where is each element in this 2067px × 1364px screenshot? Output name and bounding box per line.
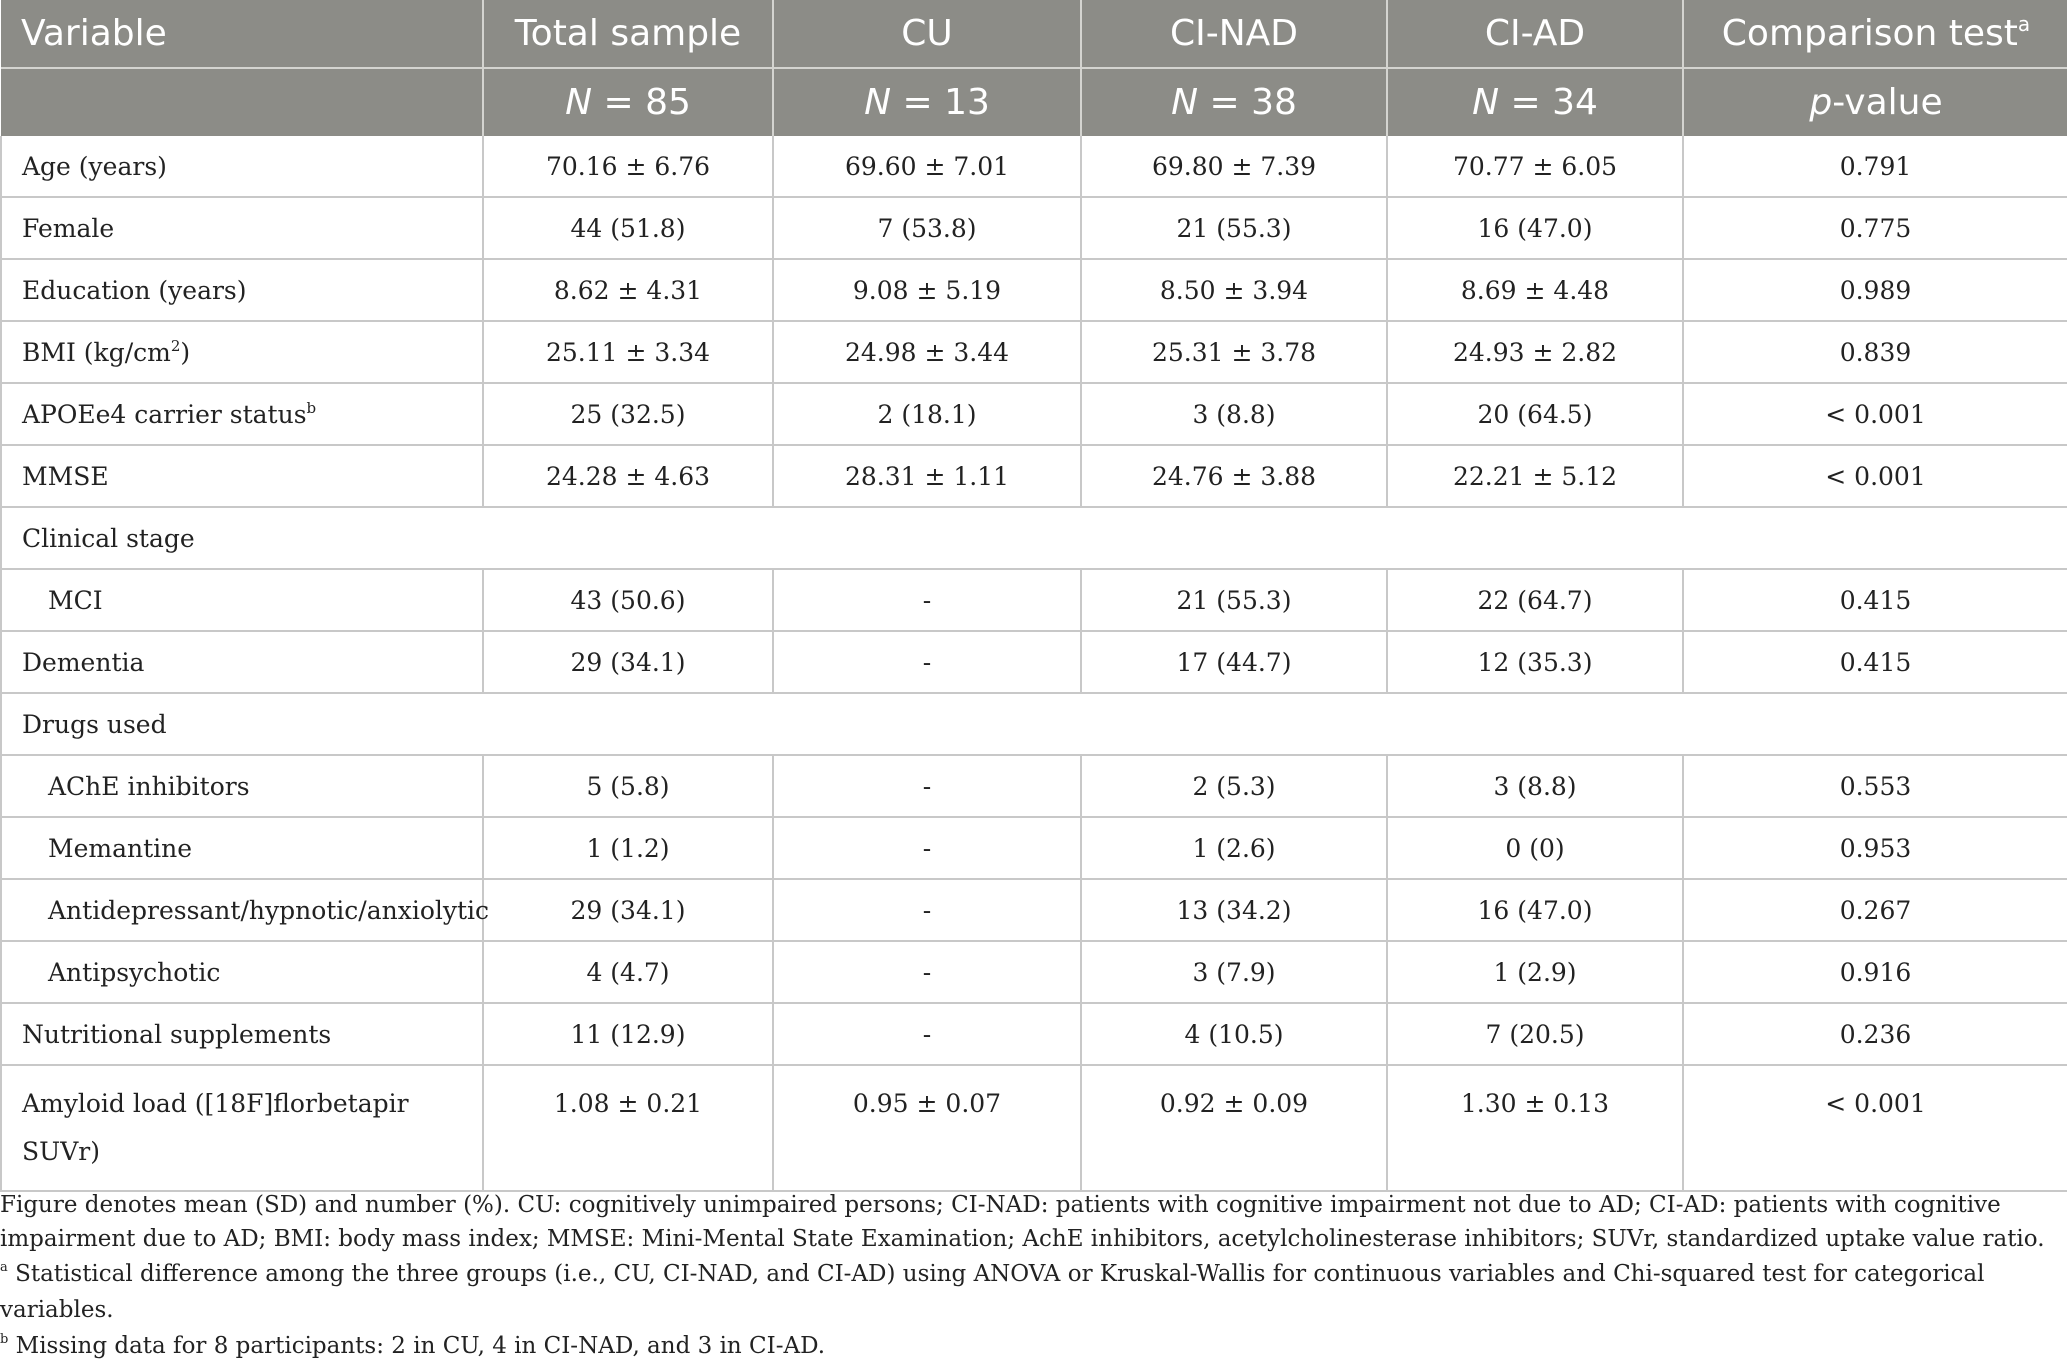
footnote-b [0,1328,2060,1364]
section-label: Clinical stage [1,507,2067,569]
n-symbol: N [1171,82,1199,123]
cell-cinad: 8.50 ± 3.94 [1081,259,1387,321]
cell-p: < 0.001 [1683,383,2067,445]
cell-p: < 0.001 [1683,445,2067,507]
cell-cu: 7 (53.8) [773,197,1081,259]
cell-variable [1,321,483,383]
cell-cinad: 69.80 ± 7.39 [1081,136,1387,197]
cell-ciad: 1.30 ± 0.13 [1387,1065,1683,1191]
cell-cu: - [773,1003,1081,1065]
cell-p: 0.267 [1683,879,2067,941]
table-row [1,259,2067,321]
cell-cinad: 2 (5.3) [1081,755,1387,817]
cell-p: 0.839 [1683,321,2067,383]
header-variable: Variable [1,0,483,68]
cell-variable: AChE inhibitors [1,755,483,817]
cell-total: 25.11 ± 3.34 [483,321,773,383]
cell-variable: MMSE [1,445,483,507]
header-cu: CU [773,0,1081,68]
cell-ciad: 20 (64.5) [1387,383,1683,445]
header-comparison-test [1683,0,2067,68]
cell-ciad: 1 (2.9) [1387,941,1683,1003]
cell-total: 24.28 ± 4.63 [483,445,773,507]
cell-p: 0.791 [1683,136,2067,197]
cell-p: 0.989 [1683,259,2067,321]
cell-p: 0.415 [1683,569,2067,631]
table-row [1,136,2067,197]
table-row [1,817,2067,879]
header-p-value [1683,68,2067,136]
footnote-a [0,1256,2060,1328]
n-symbol: N [1472,82,1500,123]
cell-cinad: 21 (55.3) [1081,197,1387,259]
cell-cinad: 4 (10.5) [1081,1003,1387,1065]
cell-cu: 9.08 ± 5.19 [773,259,1081,321]
header-total-sample: Total sample [483,0,773,68]
table-row [1,197,2067,259]
cell-cinad: 0.92 ± 0.09 [1081,1065,1387,1191]
cell-p: 0.953 [1683,817,2067,879]
footnote-b-text: Missing data for 8 participants: 2 in CU, 4 in CI-NAD, and 3 in CI-AD. [8,1333,826,1359]
header-comparison-label: Comparison test [1721,13,2018,54]
cell-ciad: 22 (64.7) [1387,569,1683,631]
cell-variable: Age (years) [1,136,483,197]
cell-p: 0.236 [1683,1003,2067,1065]
table-row [1,321,2067,383]
cell-cu: 69.60 ± 7.01 [773,136,1081,197]
cell-variable: MCI [1,569,483,631]
table-row [1,383,2067,445]
cell-ciad: 16 (47.0) [1387,879,1683,941]
cell-total: 29 (34.1) [483,631,773,693]
header-total-n [483,68,773,136]
cell-ciad: 0 (0) [1387,817,1683,879]
cell-ciad: 12 (35.3) [1387,631,1683,693]
cell-variable: Female [1,197,483,259]
table-row [1,1065,2067,1191]
n-value: = 34 [1499,82,1598,123]
table-row [1,445,2067,507]
header-row-1 [1,0,2067,68]
table-notes [0,1188,2060,1364]
n-symbol: N [864,82,892,123]
cell-ciad: 8.69 ± 4.48 [1387,259,1683,321]
cell-p: 0.775 [1683,197,2067,259]
cell-cinad: 1 (2.6) [1081,817,1387,879]
header-ci-ad: CI-AD [1387,0,1683,68]
cell-variable: Dementia [1,631,483,693]
variable-label: APOEe4 carrier status [22,399,307,429]
header-cinad-n [1081,68,1387,136]
cell-total: 44 (51.8) [483,197,773,259]
cell-total: 5 (5.8) [483,755,773,817]
cell-cu: - [773,755,1081,817]
table-row [1,1003,2067,1065]
cell-cu: 24.98 ± 3.44 [773,321,1081,383]
cell-ciad: 24.93 ± 2.82 [1387,321,1683,383]
header-cu-n [773,68,1081,136]
cell-cu: - [773,631,1081,693]
table-row [1,879,2067,941]
cell-variable: Education (years) [1,259,483,321]
table-row [1,941,2067,1003]
table-row [1,755,2067,817]
cell-cu: - [773,941,1081,1003]
header-row-2 [1,68,2067,136]
table-body [1,136,2067,1191]
header-ci-nad: CI-NAD [1081,0,1387,68]
cell-variable: Memantine [1,817,483,879]
p-value-label: -value [1832,82,1943,123]
cell-total: 25 (32.5) [483,383,773,445]
cell-total: 8.62 ± 4.31 [483,259,773,321]
cell-cinad: 3 (7.9) [1081,941,1387,1003]
cell-cinad: 3 (8.8) [1081,383,1387,445]
cell-cu: 0.95 ± 0.07 [773,1065,1081,1191]
cell-cinad: 25.31 ± 3.78 [1081,321,1387,383]
cell-variable: Amyloid load ([18F]florbetapir SUVr) [1,1065,483,1191]
table-row [1,569,2067,631]
cell-p: < 0.001 [1683,1065,2067,1191]
section-row-drugs-used [1,693,2067,755]
cell-ciad: 16 (47.0) [1387,197,1683,259]
cell-total: 70.16 ± 6.76 [483,136,773,197]
table-row [1,631,2067,693]
header-variable-blank [1,68,483,136]
cell-variable [1,383,483,445]
cell-cinad: 17 (44.7) [1081,631,1387,693]
footnote-a-text: Statistical difference among the three groups (i.e., CU, CI-NAD, and CI-AD) using ANOVA or Kruskal-Wallis for continuous variables and Chi-squared test for categorical variables. [0,1261,1985,1323]
cell-total: 4 (4.7) [483,941,773,1003]
footnote-a-mark: a [0,1260,8,1275]
cell-total: 11 (12.9) [483,1003,773,1065]
p-symbol: p [1809,82,1833,123]
cell-cinad: 24.76 ± 3.88 [1081,445,1387,507]
cell-cu: - [773,817,1081,879]
cell-cinad: 21 (55.3) [1081,569,1387,631]
cell-variable: Nutritional supplements [1,1003,483,1065]
cell-total: 29 (34.1) [483,879,773,941]
cell-ciad: 3 (8.8) [1387,755,1683,817]
footnote-a-marker: a [2017,12,2031,36]
cell-ciad: 70.77 ± 6.05 [1387,136,1683,197]
cell-cu: - [773,569,1081,631]
cell-total: 1.08 ± 0.21 [483,1065,773,1191]
cell-variable: Antidepressant/hypnotic/anxiolytic [1,879,483,941]
variable-tail: ) [180,337,191,367]
footnote-b-marker: b [306,398,317,417]
cell-variable: Antipsychotic [1,941,483,1003]
section-row-clinical-stage [1,507,2067,569]
note-main: Figure denotes mean (SD) and number (%). CU: cognitively unimpaired persons; CI-NAD: patients with cognitive impairment not due to AD; CI-AD: patients with cognitive impairment due to AD; BMI: body mass index; MMSE: Mini-Mental State Examination; AchE inhibitors, acetylcholinesterase inhibitors; SUVr, standardized uptake value ratio. [0,1192,2045,1252]
cell-ciad: 22.21 ± 5.12 [1387,445,1683,507]
header-ciad-n [1387,68,1683,136]
n-value: = 13 [891,82,990,123]
variable-label: BMI (kg/cm [22,337,171,367]
cell-ciad: 7 (20.5) [1387,1003,1683,1065]
n-value: = 85 [592,82,691,123]
cell-cu: - [773,879,1081,941]
n-value: = 38 [1198,82,1297,123]
footnote-b-mark: b [0,1332,9,1347]
cell-total: 43 (50.6) [483,569,773,631]
cell-p: 0.553 [1683,755,2067,817]
section-label: Drugs used [1,693,2067,755]
n-symbol: N [565,82,593,123]
cell-p: 0.415 [1683,631,2067,693]
table-header [1,0,2067,136]
cell-cu: 28.31 ± 1.11 [773,445,1081,507]
cell-cu: 2 (18.1) [773,383,1081,445]
cell-p: 0.916 [1683,941,2067,1003]
cell-cinad: 13 (34.2) [1081,879,1387,941]
cell-total: 1 (1.2) [483,817,773,879]
superscript: 2 [170,336,181,355]
